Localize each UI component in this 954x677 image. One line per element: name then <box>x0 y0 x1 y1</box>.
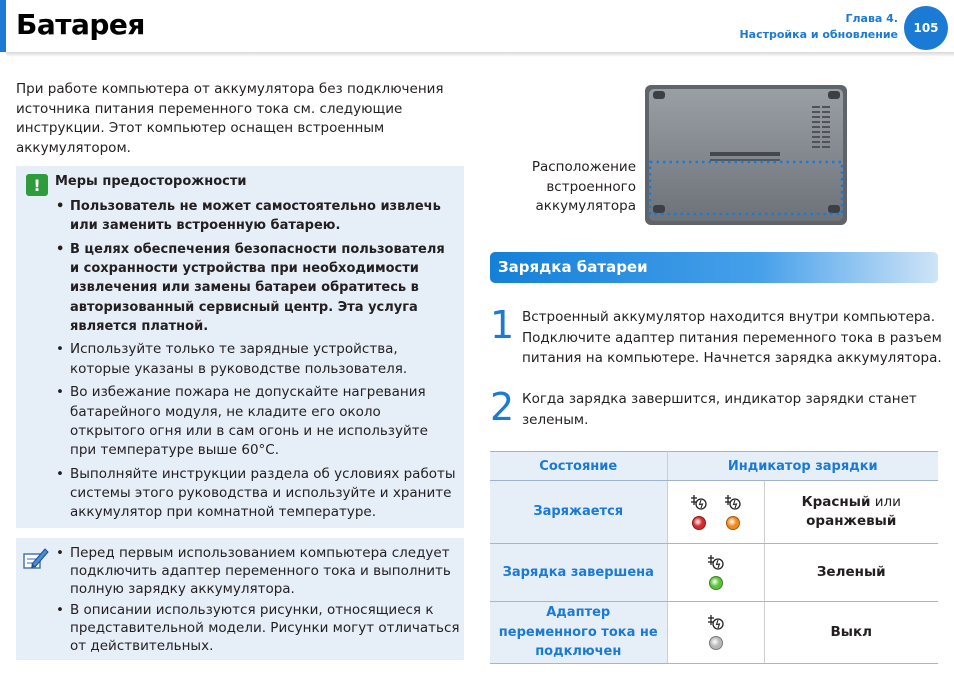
chapter-label <box>739 11 898 43</box>
led-off <box>709 636 723 650</box>
state-cell: Адаптер переменного тока не подключен <box>490 602 667 664</box>
step-number: 1 <box>490 303 515 347</box>
laptop-bottom-image <box>644 84 848 226</box>
step-text: Встроенный аккумулятор находится внутри компьютера. Подключите адаптер питания переменного тока в разъем питания на компьютере. Начнется зарядка аккумулятора. <box>522 309 942 366</box>
header-divider <box>6 52 954 57</box>
figure-caption: Расположение встроенного аккумулятора <box>531 159 636 214</box>
charging-indicator-table <box>490 451 938 664</box>
note-item: • В описании используются рисунки, относящиеся к представительной модели. Рисунки могут отличаться от действительных. <box>56 601 461 655</box>
exclamation-icon: ! <box>26 174 48 196</box>
state-cell: Заряжается <box>490 481 667 544</box>
section-title: Зарядка батареи <box>498 258 648 276</box>
page-title: Батарея <box>16 8 145 41</box>
chapter-number: Глава 4. <box>845 12 898 25</box>
caution-item: • В целях обеспечения безопасности пользователя и сохранности устройства при необходимости извлечения или замены батареи обратитесь в авторизованный сервисный центр. Эта услуга является платной. <box>56 240 458 336</box>
led-orange <box>726 516 740 530</box>
chapter-subtitle: Настройка и обновление <box>739 28 898 41</box>
note-list <box>56 544 461 658</box>
color-label: Красный <box>801 493 871 510</box>
column-header: Состояние <box>490 452 667 481</box>
table-row <box>490 481 938 544</box>
state-cell: Зарядка завершена <box>490 544 667 602</box>
page-number-badge: 105 <box>904 6 948 50</box>
battery-charge-icon <box>724 495 742 511</box>
caution-item: • Используйте только те зарядные устройства, которые указаны в руководстве пользователя. <box>56 340 458 378</box>
color-label: Зеленый <box>816 563 886 580</box>
note-item: • Перед первым использованием компьютера следует подключить адаптер переменного тока и выполнить полную зарядку аккумулятора. <box>56 544 461 598</box>
caution-list <box>56 197 458 527</box>
section-header <box>490 252 938 283</box>
column-header: Индикатор зарядки <box>667 452 938 481</box>
color-label: Выкл <box>830 623 873 640</box>
description-cell <box>764 602 938 664</box>
connector-text: или <box>870 493 901 510</box>
description-cell <box>764 481 938 544</box>
battery-charge-icon <box>707 615 725 631</box>
indicator-cell <box>667 544 764 602</box>
note-box <box>16 538 464 660</box>
description-cell <box>764 544 938 602</box>
caution-box <box>16 166 464 528</box>
led-red <box>692 516 706 530</box>
caution-item: • Во избежание пожара не допускайте нагревания батарейного модуля, не кладите его около открытого огня или в сам огонь и не используйте при температуре выше 60°C. <box>56 383 458 460</box>
caution-title: Меры предосторожности <box>55 174 247 189</box>
intro-paragraph: При работе компьютера от аккумулятора без подключения источника питания переменного тока см. следующие инструкции. Этот компьютер оснащен встроенным аккумулятором. <box>16 81 444 156</box>
table-row <box>490 602 938 664</box>
step-number: 2 <box>490 385 515 429</box>
battery-charge-icon <box>707 555 725 571</box>
caution-item: • Пользователь не может самостоятельно извлечь или заменить встроенную батарею. <box>56 197 458 235</box>
table-header-row <box>490 452 938 481</box>
led-green <box>709 576 723 590</box>
caution-item: • Выполняйте инструкции раздела об условиях работы системы этого руководства и используйте и храните аккумулятор при комнатной температуре. <box>56 465 458 523</box>
indicator-cell <box>667 602 764 664</box>
step-text: Когда зарядка завершится, индикатор зарядки станет зеленым. <box>522 391 917 428</box>
note-pencil-icon <box>22 544 50 572</box>
header-accent-bar <box>0 0 6 52</box>
table-row <box>490 544 938 602</box>
color-label: оранжевый <box>806 513 897 529</box>
battery-charge-icon <box>690 495 708 511</box>
indicator-cell <box>667 481 764 544</box>
